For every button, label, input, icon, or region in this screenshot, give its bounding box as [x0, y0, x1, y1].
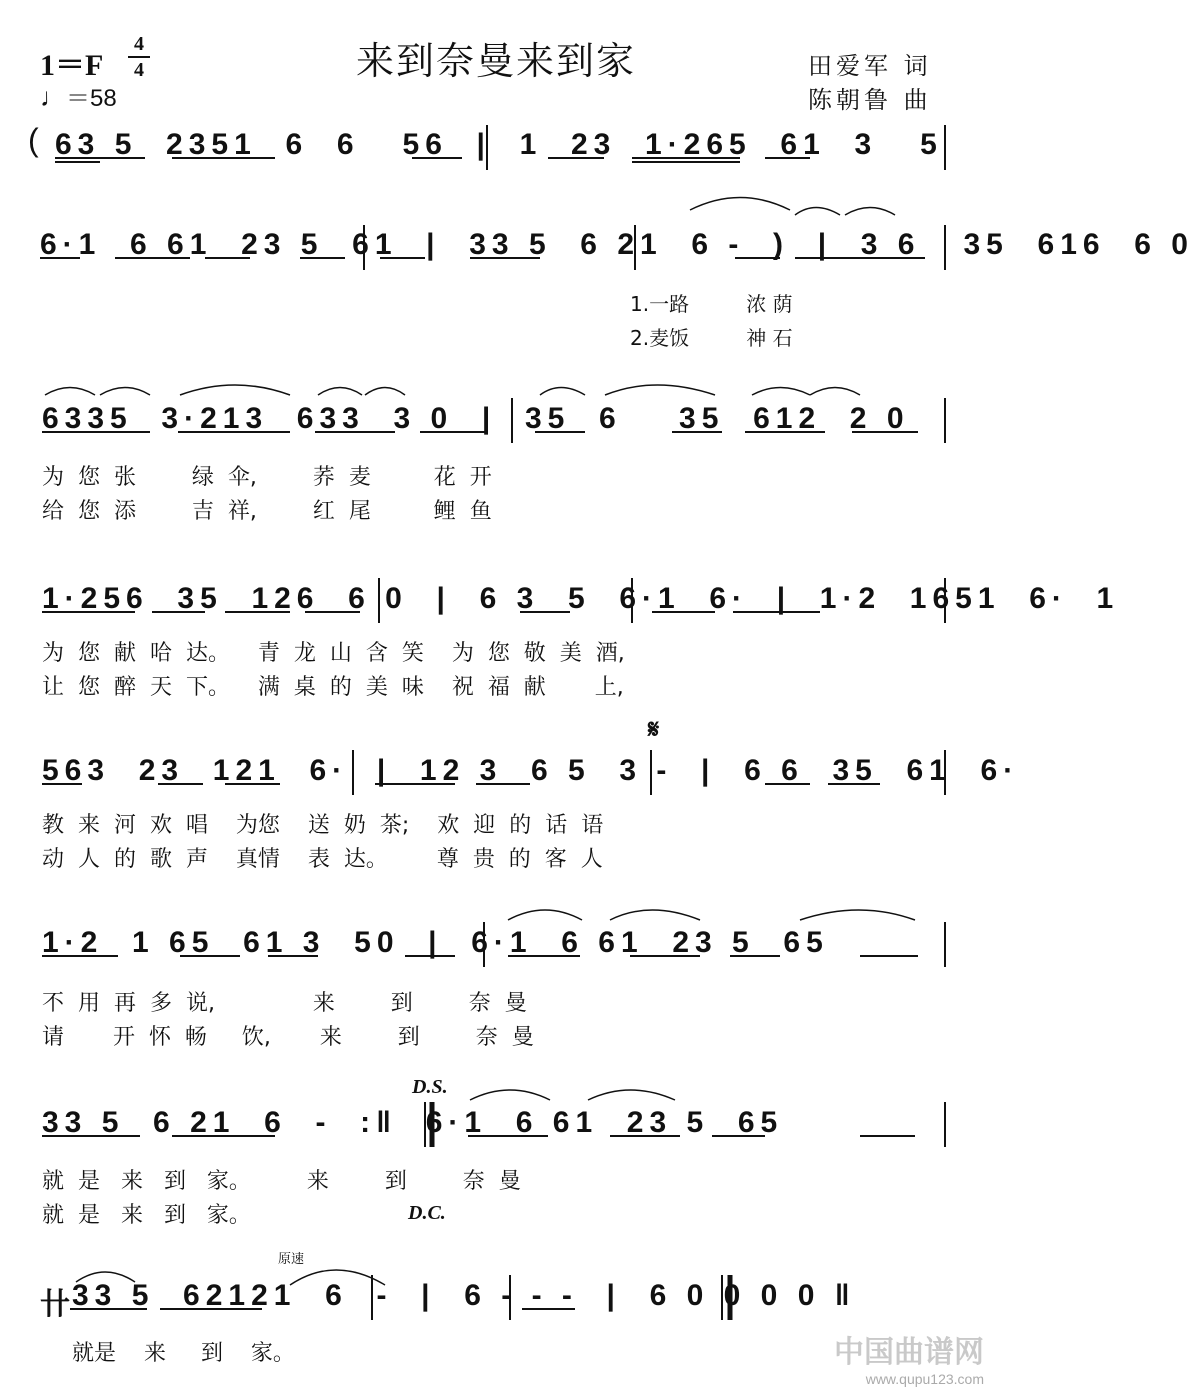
song-title: 来到奈曼来到家 — [355, 39, 636, 83]
quarter-note-icon: ♩ — [40, 82, 66, 112]
original-tempo-marking: 原速 — [278, 1252, 305, 1267]
time-signature-numerator: 4 — [134, 33, 144, 55]
lyric-row-3-verse-2: 给 您 添 吉 祥, 红 尾 鲤 鱼 — [42, 499, 492, 524]
ds-marking: D.S. — [412, 1076, 448, 1098]
coda-icon: 卄 — [40, 1288, 76, 1321]
lyric-row-6-verse-1: 不 用 再 多 说, 来 到 奈 曼 — [42, 991, 527, 1016]
lyric-row-5-verse-1: 教 来 河 欢 唱 为您 送 奶 茶; 欢 迎 的 话 语 — [42, 813, 604, 838]
opening-parenthesis: ( — [28, 122, 39, 158]
lyric-row-6-verse-2: 请 开 怀 畅 饮, 来 到 奈 曼 — [42, 1025, 534, 1050]
lyric-row-7-verse-2: 就 是 来 到 家。 — [42, 1203, 251, 1228]
lyricist-credit: 田爱军 词 — [808, 52, 932, 80]
lyric-row-4-verse-1: 为 您 献 哈 达。 青 龙 山 含 笑 为 您 敬 美 酒, — [42, 641, 625, 666]
watermark-name: 中国曲谱网 — [834, 1335, 984, 1370]
composer-credit: 陈朝鲁 曲 — [808, 86, 932, 114]
notation-row-8: 33 5 62121 6 - | 6 - - - | 6 0 0 0 0 ‖ — [72, 1279, 856, 1312]
lyric-row-2-verse-1: 1.一路 浓 荫 — [630, 292, 793, 316]
lyric-row-3-verse-1: 为 您 张 绿 伞, 荞 麦 花 开 — [42, 465, 492, 490]
site-watermark — [834, 1327, 984, 1387]
lyric-row-5-verse-2: 动 人 的 歌 声 真情 表 达。 尊 贵 的 客 人 — [42, 847, 603, 872]
notation-row-3: 6335 3·213 633 3 0 | 35 6 35 612 2 0 — [42, 402, 910, 435]
notation-row-1: 63 5 2351 6 6 56 | 1 23 1·265 61 3 5 — [55, 128, 943, 161]
notation-row-4: 1·256 35 126 6 0 | 6 3 5 6·1 6· | 1·2 1651 6· 1 — [42, 582, 1120, 615]
lyric-row-8-verse-1: 就是 来 到 家。 — [72, 1341, 295, 1366]
notation-row-6: 1·2 1 65 61 3 50 | 6·1 6 61 23 5 65 — [42, 926, 829, 959]
time-signature-denominator: 4 — [134, 59, 144, 81]
lyric-row-2-verse-2: 2.麦饭 神 石 — [630, 326, 793, 350]
lyric-row-7-verse-1: 就 是 来 到 家。 来 到 奈 曼 — [42, 1169, 521, 1194]
segno-icon: 𝄋 — [648, 715, 660, 744]
tempo-value: ＝58 — [66, 85, 117, 112]
watermark-url: www.qupu123.com — [865, 1371, 984, 1387]
notation-row-7: 33 5 6 21 6 - :‖ 6·1 6 61 23 5 65 — [42, 1106, 784, 1139]
notation-row-5: 563 23 121 6· | 12 3 6 5 3 - | 6 6 35 61 6· — [42, 754, 1020, 787]
dc-marking: D.C. — [408, 1202, 446, 1224]
key-signature: 1＝F — [40, 49, 104, 82]
notation-row-2: 6·1 6 61 23 5 61 | 33 5 6 21 6 - ) | 3 6 35 616 6 0 — [40, 228, 1194, 261]
lyric-row-4-verse-2: 让 您 醉 天 下。 满 桌 的 美 味 祝 福 献 上, — [42, 675, 624, 700]
